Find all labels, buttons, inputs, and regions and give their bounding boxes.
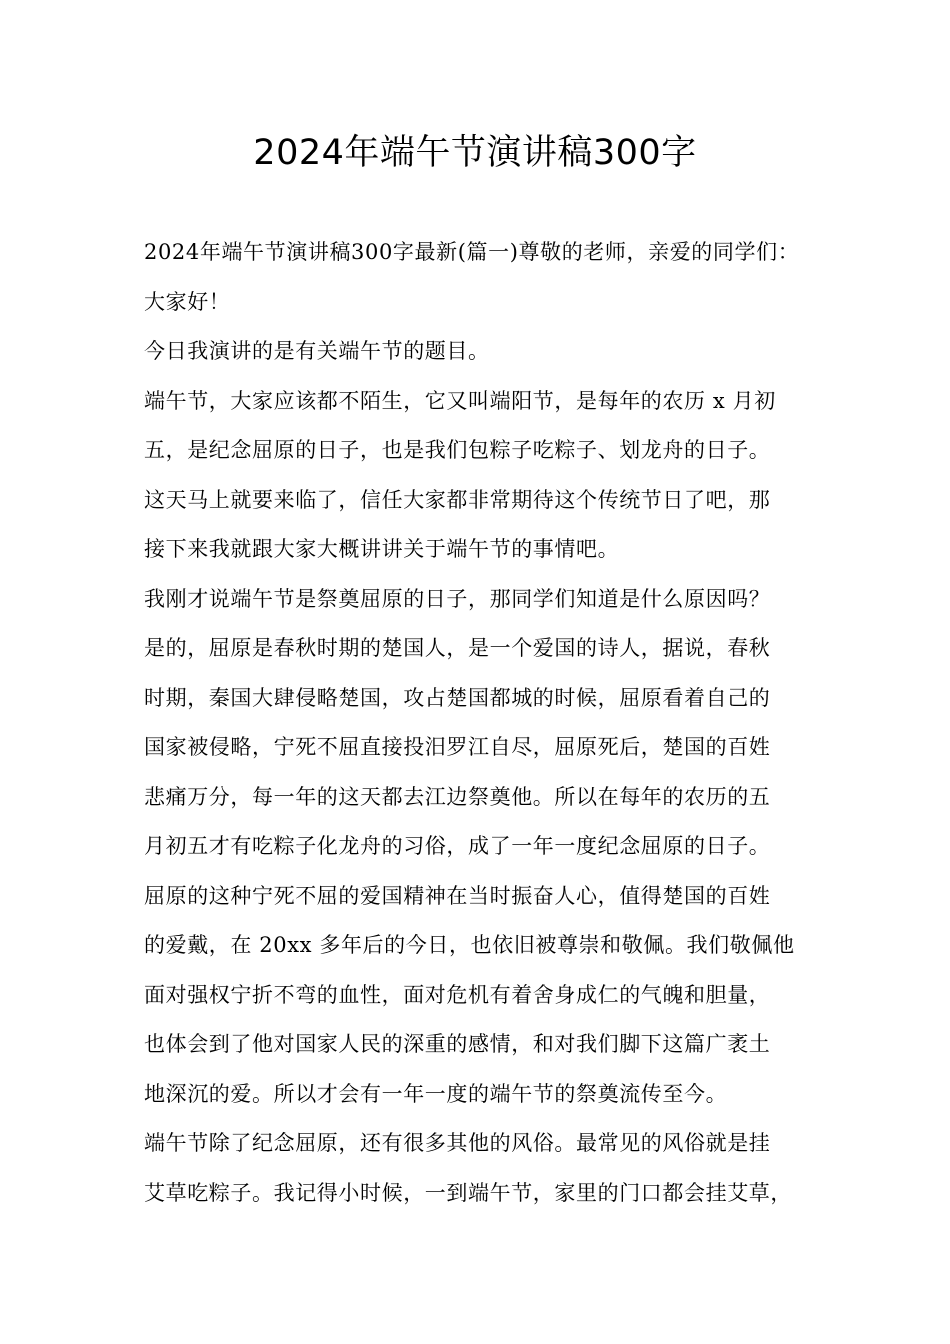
text-line: 是的，屈原是春秋时期的楚国人，是一个爱国的诗人，据说，春秋 (144, 636, 771, 660)
text-line: 地深沉的爱。所以才会有一年一度的端午节的祭奠流传至今。 (144, 1081, 728, 1106)
text-line: 端午节除了纪念屈原，还有很多其他的风俗。最常见的风俗就是挂 (144, 1131, 771, 1155)
text-line: 时期，秦国大肆侵略楚国，攻占楚国都城的时候，屈原看着自己的 (144, 685, 771, 710)
text-line: 接下来我就跟大家大概讲讲关于端午节的事情吧。 (144, 537, 620, 561)
text-line: 今日我演讲的是有关端午节的题目。 (144, 339, 490, 363)
document-body (144, 228, 814, 1218)
text-line: 2024年端午节演讲稿300字最新(篇一)尊敬的老师，亲爱的同学们： (144, 240, 800, 264)
text-line: 也体会到了他对国家人民的深重的感情，和对我们脚下这篇广袤土 (144, 1032, 771, 1056)
text-line: 我刚才说端午节是祭奠屈原的日子，那同学们知道是什么原因吗？ (144, 586, 771, 611)
text-line: 大家好！ (144, 289, 231, 314)
text-line: 艾草吃粽子。我记得小时候，一到端午节，家里的门口都会挂艾草， (144, 1180, 792, 1205)
document-title: 2024年端午节演讲稿300字 (253, 133, 697, 173)
text-line: 悲痛万分，每一年的这天都去江边祭奠他。所以在每年的农历的五 (144, 784, 771, 809)
text-line: 的爱戴，在 20xx 多年后的今日，也依旧被尊崇和敬佩。我们敬佩他 (144, 933, 795, 957)
text-line: 端午节，大家应该都不陌生，它又叫端阳节，是每年的农历 x 月初 (144, 388, 776, 413)
text-line: 面对强权宁折不弯的血性，面对危机有着舍身成仁的气魄和胆量， (144, 982, 771, 1007)
text-line: 国家被侵略，宁死不屈直接投汨罗江自尽，屈原死后，楚国的百姓 (144, 735, 771, 759)
text-line: 五，是纪念屈原的日子，也是我们包粽子吃粽子、划龙舟的日子。 (144, 438, 771, 462)
text-line: 这天马上就要来临了，信任大家都非常期待这个传统节日了吧，那 (144, 487, 771, 512)
text-line: 月初五才有吃粽子化龙舟的习俗，成了一年一度纪念屈原的日子。 (144, 834, 771, 858)
text-line: 屈原的这种宁死不屈的爱国精神在当时振奋人心，值得楚国的百姓 (144, 883, 771, 908)
